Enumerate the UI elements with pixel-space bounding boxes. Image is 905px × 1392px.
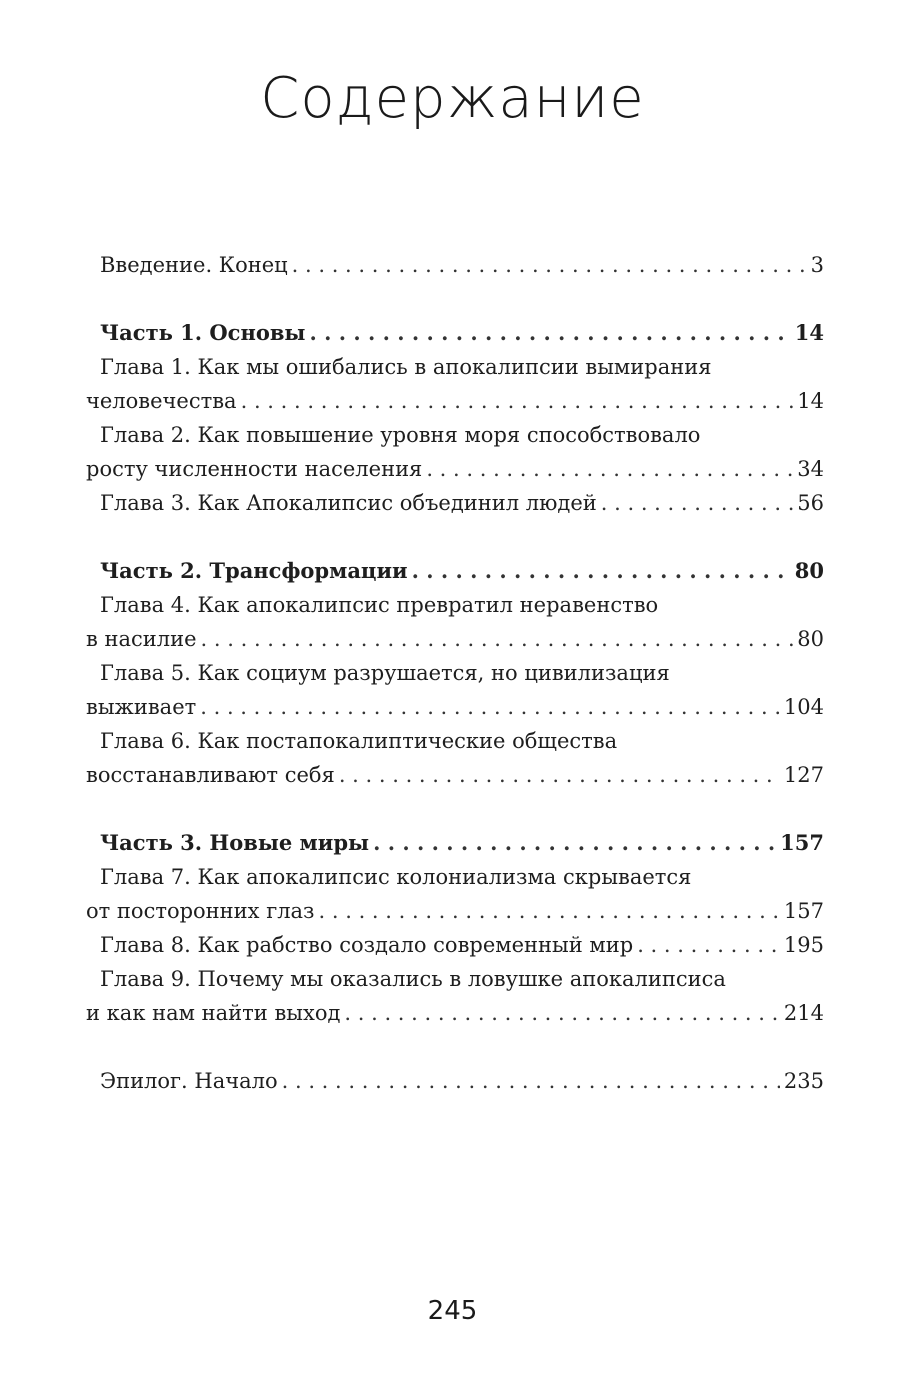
dot-leader [412, 554, 791, 588]
dot-leader [373, 826, 776, 860]
toc-part-2-section [86, 554, 824, 792]
toc-entry-chapter-3[interactable] [86, 486, 824, 520]
toc-entry-title: Глава 8. Как рабство создало современный мир [100, 933, 634, 957]
toc-part-heading-1[interactable] [86, 316, 824, 350]
dot-leader [344, 996, 780, 1030]
toc-part-title: Часть 3. Новые миры [100, 830, 370, 855]
toc-page-number: 214 [783, 1001, 824, 1025]
toc-page-number: 235 [783, 1069, 824, 1093]
toc-part-3-section [86, 826, 824, 1030]
dot-leader [339, 758, 780, 792]
dot-leader [241, 384, 794, 418]
toc-page-number: 104 [783, 695, 824, 719]
toc-entry-chapter-2[interactable] [86, 452, 824, 486]
toc-page-number: 34 [797, 457, 824, 481]
toc-epilogue-section [86, 1064, 824, 1098]
dot-leader [292, 248, 807, 282]
toc-entry-chapter-5[interactable] [86, 690, 824, 724]
toc-entry-chapter-6[interactable] [86, 758, 824, 792]
toc-entry-title-continuation: росту численности населения [86, 457, 423, 481]
page-number: 245 [427, 1296, 478, 1326]
toc-page-number: 195 [783, 933, 824, 957]
toc-entry-intro[interactable] [86, 248, 824, 282]
toc-entry-chapter-1-line-1[interactable]: Глава 1. Как мы ошибались в апокалипсии вымирания [100, 355, 712, 379]
dot-leader [637, 928, 780, 962]
toc-entry-chapter-8[interactable] [86, 928, 824, 962]
toc-intro-section [86, 248, 824, 282]
toc-page-number: 157 [783, 899, 824, 923]
toc-page-number: 3 [810, 253, 824, 277]
toc-part-heading-3[interactable] [86, 826, 824, 860]
toc-entry-chapter-2-line-1[interactable]: Глава 2. Как повышение уровня моря способствовало [100, 423, 701, 447]
toc-entry-chapter-6-line-1[interactable]: Глава 6. Как постапокалиптические общества [100, 729, 618, 753]
toc-part-title: Часть 1. Основы [100, 320, 306, 345]
toc-entry-title-continuation: выживает [86, 695, 197, 719]
toc-part-1-section [86, 316, 824, 520]
toc-page-number: 127 [783, 763, 824, 787]
toc-page-number: 14 [797, 389, 824, 413]
dot-leader [282, 1064, 780, 1098]
toc-entry-title-continuation: человечества [86, 389, 237, 413]
dot-leader [601, 486, 793, 520]
toc-entry-chapter-1[interactable] [86, 384, 824, 418]
toc-entry-epilogue[interactable] [86, 1064, 824, 1098]
toc-entry-title: Глава 3. Как Апокалипсис объединил людей [100, 491, 597, 515]
toc-page-number: 157 [780, 830, 824, 855]
toc-entry-title-continuation: от посторонних глаз [86, 899, 315, 923]
toc-entry-chapter-7[interactable] [86, 894, 824, 928]
toc-page-number: 56 [797, 491, 824, 515]
toc-part-title: Часть 2. Трансформации [100, 558, 408, 583]
toc-entry-title: Введение. Конец [100, 253, 288, 277]
dot-leader [200, 690, 780, 724]
dot-leader [201, 622, 794, 656]
dot-leader [319, 894, 780, 928]
toc-entry-title-continuation: восстанавливают себя [86, 763, 335, 787]
toc-page-number: 80 [794, 558, 824, 583]
toc-entry-chapter-7-line-1[interactable]: Глава 7. Как апокалипсис колониализма скрывается [100, 865, 692, 889]
dot-leader [426, 452, 793, 486]
dot-leader [309, 316, 790, 350]
toc-entry-title-continuation: и как нам найти выход [86, 1001, 341, 1025]
toc-page-number: 14 [794, 320, 824, 345]
toc-entry-chapter-9[interactable] [86, 996, 824, 1030]
toc-part-heading-2[interactable] [86, 554, 824, 588]
page-title: Содержание [260, 66, 645, 131]
toc-entry-chapter-9-line-1[interactable]: Глава 9. Почему мы оказались в ловушке апокалипсиса [100, 967, 726, 991]
table-of-contents [86, 248, 824, 1132]
toc-entry-title: Эпилог. Начало [100, 1069, 278, 1093]
toc-entry-chapter-4[interactable] [86, 622, 824, 656]
toc-entry-chapter-4-line-1[interactable]: Глава 4. Как апокалипсис превратил неравенство [100, 593, 659, 617]
toc-entry-title-continuation: в насилие [86, 627, 197, 651]
toc-page-number: 80 [797, 627, 824, 651]
toc-entry-chapter-5-line-1[interactable]: Глава 5. Как социум разрушается, но цивилизация [100, 661, 670, 685]
